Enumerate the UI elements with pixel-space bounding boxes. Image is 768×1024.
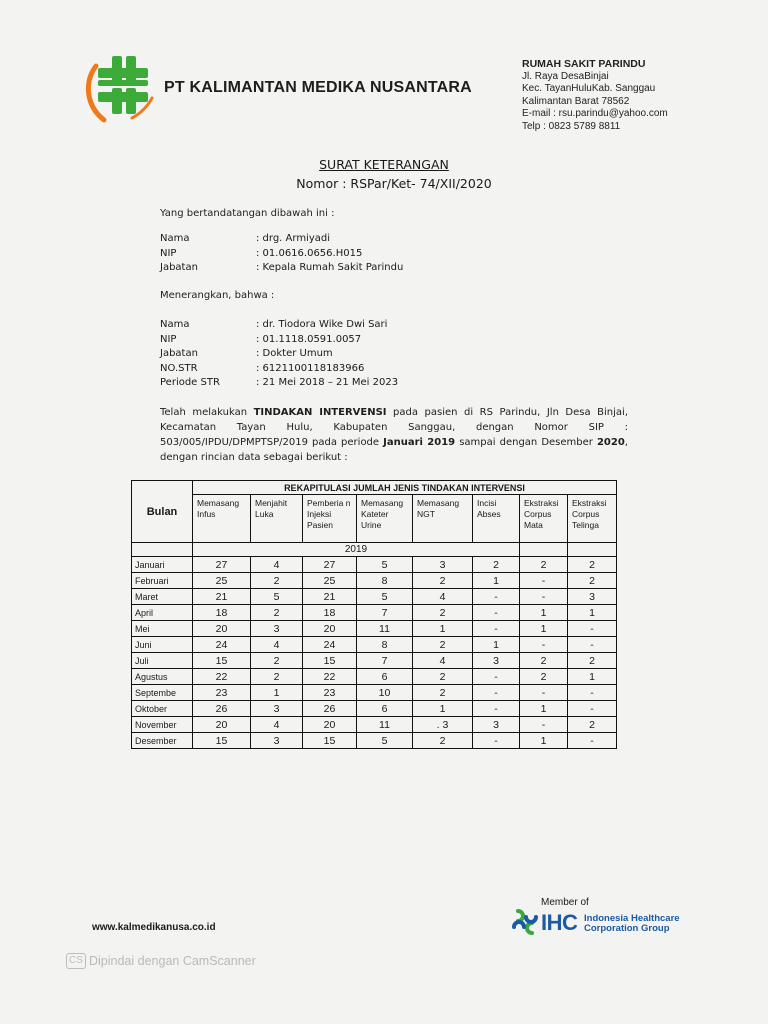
watermark-text: Dipindai dengan CamScanner [89, 954, 256, 968]
table-row [132, 701, 617, 717]
document-number: Nomor : RSPar/Ket- 74/XII/2020 [296, 176, 492, 191]
signer-fields [160, 232, 403, 276]
value-cell: 5 [251, 589, 303, 605]
value-cell: - [473, 589, 520, 605]
value-cell: 5 [357, 589, 413, 605]
value-cell: 10 [357, 685, 413, 701]
subject-name-row [160, 318, 398, 333]
field-label: Periode STR [160, 377, 220, 388]
signer-jabatan-row [160, 261, 403, 276]
value-cell: - [473, 605, 520, 621]
field-value: : 01.1118.0591.0057 [256, 333, 362, 345]
value-cell: 2 [473, 557, 520, 573]
field-value: : Dokter Umum [256, 348, 333, 359]
body-paragraph: Telah melakukan TINDAKAN INTERVENSI pada pasien di RS Parindu, Jln Desa Binjai, Kecamatan Tayan Hulu, Kabupaten Sanggau, dengan Nomor SIP : 503/005/IPDU/DPMPTSP/2019 pada periode Januari 2019 sampai dengan Desember 2020, dengan rincian data sebagai berikut : [160, 407, 628, 463]
address-line: Kec. TayanHuluKab. Sanggau [522, 83, 656, 94]
value-cell: 4 [413, 653, 473, 669]
value-cell: 4 [251, 717, 303, 733]
subject-nip-row [160, 333, 398, 348]
table-row [132, 637, 617, 653]
column-header: Ekstraksi Corpus Telinga [568, 495, 617, 543]
value-cell: 1 [520, 621, 568, 637]
value-cell: 25 [193, 573, 251, 589]
table-row [132, 669, 617, 685]
address-line: Kalimantan Barat 78562 [522, 95, 630, 107]
ihc-wordmark: IHC [541, 910, 578, 935]
column-header: Memasang Infus [193, 495, 251, 543]
value-cell: 11 [357, 621, 413, 637]
recap-table-wrapper [131, 480, 617, 749]
company-logo [82, 48, 162, 128]
value-cell: 1 [568, 605, 617, 621]
value-cell: 20 [303, 621, 357, 637]
table-year-row [132, 543, 617, 557]
column-header: Memasang Kateter Urine [357, 495, 413, 543]
subject-intro: Menerangkan, bahwa : [160, 290, 275, 301]
value-cell: - [520, 573, 568, 589]
address-line: Jl. Raya DesaBinjai [522, 70, 609, 82]
signer-nip-row [160, 247, 403, 262]
value-cell: 3 [473, 717, 520, 733]
table-column-header-row [132, 495, 617, 543]
member-of-label: Member of [541, 897, 589, 908]
value-cell: 20 [193, 621, 251, 637]
value-cell: 1 [413, 621, 473, 637]
value-cell: - [520, 717, 568, 733]
value-cell: 2 [520, 557, 568, 573]
value-cell: 1 [413, 701, 473, 717]
value-cell: 25 [303, 573, 357, 589]
value-cell: 2 [413, 733, 473, 749]
value-cell: 3 [568, 589, 617, 605]
value-cell: 7 [357, 605, 413, 621]
group-header: REKAPITULASI JUMLAH JENIS TINDAKAN INTERVENSI [193, 481, 617, 495]
value-cell: 15 [193, 733, 251, 749]
field-label: Nama [160, 233, 190, 244]
value-cell: 2 [568, 653, 617, 669]
value-cell: 27 [303, 557, 357, 573]
value-cell: 7 [357, 653, 413, 669]
value-cell: - [568, 685, 617, 701]
value-cell: 3 [251, 621, 303, 637]
value-cell: - [473, 621, 520, 637]
camscanner-watermark [66, 953, 256, 969]
medical-cross-icon [82, 48, 162, 128]
value-cell: 21 [193, 589, 251, 605]
value-cell: 23 [193, 685, 251, 701]
value-cell: 24 [193, 637, 251, 653]
month-cell: Agustus [132, 669, 193, 685]
column-header: Ekstraksi Corpus Mata [520, 495, 568, 543]
value-cell: - [568, 733, 617, 749]
value-cell: 1 [520, 605, 568, 621]
subject-jabatan-row [160, 347, 398, 362]
value-cell: - [473, 701, 520, 717]
value-cell: 24 [303, 637, 357, 653]
value-cell: 3 [413, 557, 473, 573]
value-cell: 3 [251, 701, 303, 717]
value-cell: 1 [251, 685, 303, 701]
month-cell: Februari [132, 573, 193, 589]
company-name: PT KALIMANTAN MEDIKA NUSANTARA [164, 79, 472, 96]
value-cell: 4 [251, 637, 303, 653]
value-cell: 1 [568, 669, 617, 685]
value-cell: 1 [520, 733, 568, 749]
value-cell: 8 [357, 637, 413, 653]
value-cell: 2 [520, 653, 568, 669]
value-cell: 20 [303, 717, 357, 733]
field-label: Jabatan [160, 348, 198, 359]
value-cell: 11 [357, 717, 413, 733]
value-cell: 6 [357, 701, 413, 717]
month-cell: April [132, 605, 193, 621]
value-cell: 2 [251, 669, 303, 685]
table-row [132, 573, 617, 589]
hospital-name: RUMAH SAKIT PARINDU [522, 58, 646, 70]
recap-table [131, 480, 617, 749]
value-cell: 27 [193, 557, 251, 573]
table-row [132, 653, 617, 669]
table-row [132, 717, 617, 733]
value-cell: 18 [193, 605, 251, 621]
value-cell: 2 [251, 573, 303, 589]
column-header: Pemberia n Injeksi Pasien [303, 495, 357, 543]
phone-line: Telp : 0823 5789 8811 [522, 120, 621, 132]
value-cell: 3 [473, 653, 520, 669]
table-row [132, 685, 617, 701]
month-cell: Mei [132, 621, 193, 637]
field-value: : 6121100118183966 [256, 362, 365, 374]
value-cell: - [568, 621, 617, 637]
month-cell: Maret [132, 589, 193, 605]
value-cell: 5 [357, 557, 413, 573]
ihc-group-name: Indonesia Healthcare Corporation Group [584, 913, 680, 934]
month-cell: November [132, 717, 193, 733]
value-cell: 4 [413, 589, 473, 605]
document-title: SURAT KETERANGAN [319, 157, 449, 172]
value-cell: 15 [193, 653, 251, 669]
bulan-header: Bulan [132, 481, 193, 543]
value-cell: 2 [520, 669, 568, 685]
value-cell: 2 [568, 717, 617, 733]
hospital-address-block [522, 58, 668, 133]
value-cell: 2 [568, 557, 617, 573]
value-cell: - [473, 685, 520, 701]
value-cell: 2 [413, 637, 473, 653]
field-label: Nama [160, 319, 190, 330]
empty-cell [568, 543, 617, 557]
month-cell: Januari [132, 557, 193, 573]
value-cell: 26 [303, 701, 357, 717]
table-row [132, 621, 617, 637]
value-cell: - [520, 685, 568, 701]
value-cell: 8 [357, 573, 413, 589]
value-cell: 2 [251, 605, 303, 621]
signer-intro: Yang bertandatangan dibawah ini : [160, 208, 335, 219]
column-header: Menjahit Luka [251, 495, 303, 543]
table-row [132, 589, 617, 605]
table-row [132, 557, 617, 573]
month-cell: Septembe [132, 685, 193, 701]
value-cell: 18 [303, 605, 357, 621]
value-cell: - [568, 701, 617, 717]
subject-str-row [160, 362, 398, 377]
empty-cell [520, 543, 568, 557]
table-row [132, 733, 617, 749]
camscanner-icon: CS [66, 953, 86, 969]
value-cell: 15 [303, 653, 357, 669]
column-header: Incisi Abses [473, 495, 520, 543]
value-cell: 1 [473, 637, 520, 653]
value-cell: 22 [193, 669, 251, 685]
field-label: NIP [160, 333, 177, 345]
field-value: : 21 Mei 2018 – 21 Mei 2023 [256, 377, 399, 388]
field-label: NIP [160, 247, 177, 259]
value-cell: 2 [413, 605, 473, 621]
email-line: E-mail : rsu.parindu@yahoo.com [522, 108, 668, 119]
value-cell: 20 [193, 717, 251, 733]
table-body [132, 557, 617, 749]
signer-name-row [160, 232, 403, 247]
value-cell: 6 [357, 669, 413, 685]
ihc-logo-icon [508, 905, 542, 939]
field-value: : 01.0616.0656.H015 [256, 247, 363, 259]
value-cell: 1 [473, 573, 520, 589]
value-cell: 4 [251, 557, 303, 573]
field-value: : Kepala Rumah Sakit Parindu [256, 262, 404, 273]
value-cell: - [473, 733, 520, 749]
month-cell: Juni [132, 637, 193, 653]
value-cell: 5 [357, 733, 413, 749]
website-link[interactable]: www.kalmedikanusa.co.id [92, 922, 216, 933]
field-label: NO.STR [160, 362, 198, 374]
empty-cell [132, 543, 193, 557]
value-cell: 26 [193, 701, 251, 717]
table-row [132, 605, 617, 621]
field-value: : dr. Tiodora Wike Dwi Sari [256, 319, 388, 330]
value-cell: - [473, 669, 520, 685]
value-cell: - [568, 637, 617, 653]
field-label: Jabatan [160, 262, 198, 273]
month-cell: Juli [132, 653, 193, 669]
table-group-header-row [132, 481, 617, 495]
value-cell: 1 [520, 701, 568, 717]
value-cell: 2 [413, 669, 473, 685]
value-cell: 23 [303, 685, 357, 701]
value-cell: . 3 [413, 717, 473, 733]
value-cell: - [520, 589, 568, 605]
value-cell: 15 [303, 733, 357, 749]
value-cell: 2 [251, 653, 303, 669]
month-cell: Oktober [132, 701, 193, 717]
value-cell: - [520, 637, 568, 653]
value-cell: 21 [303, 589, 357, 605]
value-cell: 2 [413, 685, 473, 701]
value-cell: 3 [251, 733, 303, 749]
value-cell: 2 [413, 573, 473, 589]
value-cell: 22 [303, 669, 357, 685]
value-cell: 2 [568, 573, 617, 589]
subject-fields [160, 318, 398, 391]
year-label: 2019 [193, 543, 520, 557]
field-value: : drg. Armiyadi [256, 233, 331, 244]
month-cell: Desember [132, 733, 193, 749]
column-header: Memasang NGT [413, 495, 473, 543]
subject-periode-row [160, 376, 398, 391]
